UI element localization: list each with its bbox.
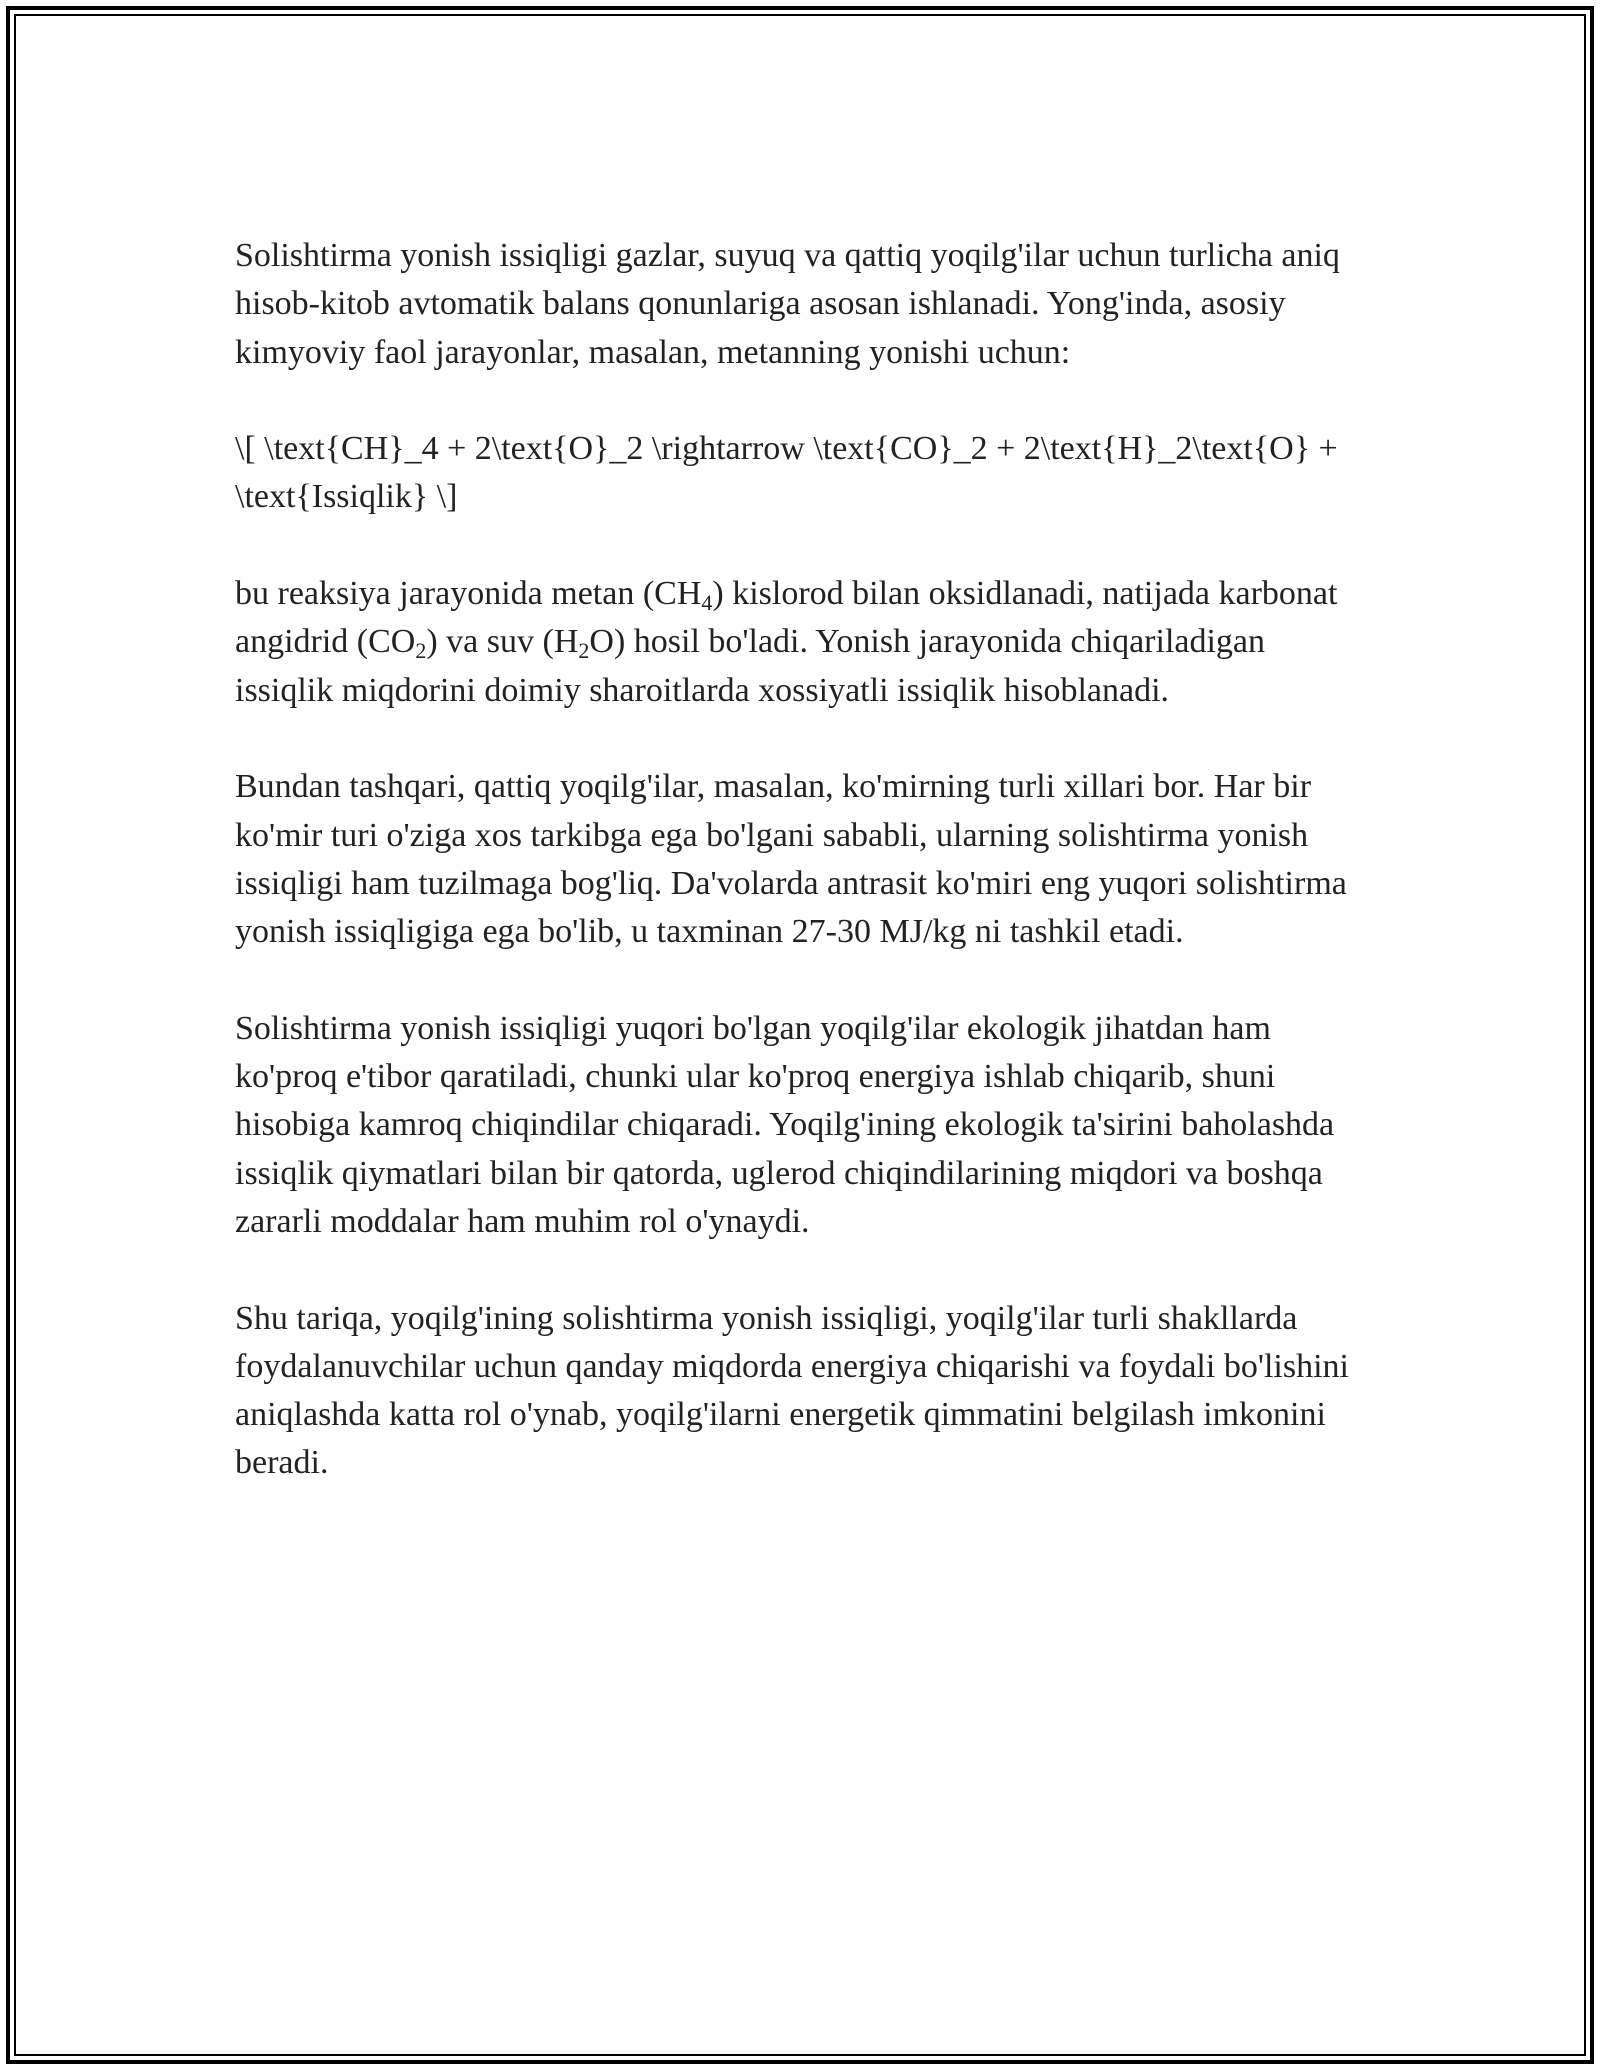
paragraph-reaction-text-4: O) hosil bo'ladi. Yonish jarayonida chiqariladigan issiqlik miqdorini doimiy sharoitlarda xossiyatli issiqlik hisoblanadi. bbox=[235, 623, 1266, 709]
document-body bbox=[235, 232, 1365, 1488]
paragraph-conclusion: Shu tariqa, yoqilg'ining solishtirma yonish issiqligi, yoqilg'ilar turli shakllarda foydalanuvchilar uchun qanday miqdorda energiya chiqarishi va foydali bo'lishini aniqlashda katta rol o'ynab, yoqilg'ilarni energetik qimmatini belgilash imkonini beradi. bbox=[235, 1299, 1349, 1482]
subscript-co2: 2 bbox=[415, 638, 427, 664]
subscript-h2o: 2 bbox=[578, 638, 590, 664]
paragraph-reaction-text-3: ) va suv (H bbox=[426, 623, 579, 661]
paragraph-coal: Bundan tashqari, qattiq yoqilg'ilar, masalan, ko'mirning turli xillari bor. Har bir ko'mir turi o'ziga xos tarkibga ega bo'lgani sababli, ularning solishtirma yonish issiqligi ham tuzilmaga bog'liq. Da'volarda antrasit ko'miri eng yuqori solishtirma yonish issiqligiga ega bo'lib, u taxminan 27-30 MJ/kg ni tashkil etadi. bbox=[235, 768, 1347, 951]
paragraph-ecology: Solishtirma yonish issiqligi yuqori bo'lgan yoqilg'ilar ekologik jihatdan ham ko'proq e'tibor qaratiladi, chunki ular ko'proq energiya ishlab chiqarib, shuni hisobiga kamroq chiqindilar chiqaradi. Yoqilg'ining ekologik ta'sirini baholashda issiqlik qiymatlari bilan bir qatorda, uglerod chiqindilarining miqdori va boshqa zararli moddalar ham muhim rol o'ynaydi. bbox=[235, 1009, 1335, 1240]
equation-text: \[ \text{CH}_4 + 2\text{O}_2 \rightarrow \text{CO}_2 + 2\text{H}_2\text{O} + \text{Issiqlik} \] bbox=[235, 430, 1338, 516]
paragraph-reaction bbox=[235, 570, 1365, 715]
paragraph-reaction-text-1: bu reaksiya jarayonida metan (CH bbox=[235, 575, 702, 613]
subscript-ch4: 4 bbox=[701, 590, 713, 616]
paragraph-intro: Solishtirma yonish issiqligi gazlar, suyuq va qattiq yoqilg'ilar uchun turlicha aniq hisob-kitob avtomatik balans qonunlariga asosan ishlanadi. Yong'inda, asosiy kimyoviy faol jarayonlar, masalan, metanning yonishi uchun: bbox=[235, 237, 1340, 371]
paragraph-reaction-text-2: ) kislorod bilan oksidlanadi, natijada karbonat angidrid (CO bbox=[235, 575, 1338, 661]
